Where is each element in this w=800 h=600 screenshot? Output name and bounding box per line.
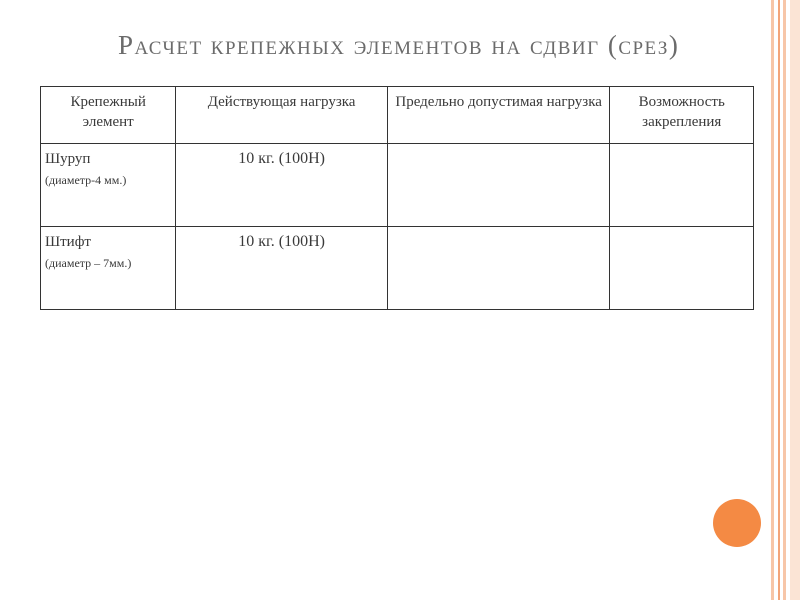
- cell-allowable-load: [387, 144, 610, 227]
- cell-possibility: [610, 144, 754, 227]
- header-allowable-load: Предельно допустимая нагрузка: [387, 87, 610, 144]
- header-fastener: Крепежный элемент: [41, 87, 176, 144]
- stripe: [790, 0, 800, 600]
- cell-acting-load: 10 кг. (100Н): [176, 227, 387, 310]
- fastener-name: Штифт: [45, 234, 91, 250]
- header-acting-load: Действующая нагрузка: [176, 87, 387, 144]
- cell-allowable-load: [387, 227, 610, 310]
- header-possibility: Возможность закрепления: [610, 87, 754, 144]
- stripe: [778, 0, 780, 600]
- cell-fastener: [41, 144, 176, 227]
- table-header-row: [41, 87, 754, 144]
- cell-possibility: [610, 227, 754, 310]
- fastener-spec: (диаметр-4 мм.): [45, 173, 127, 187]
- table-row: [41, 227, 754, 310]
- stripe: [771, 0, 774, 600]
- decorative-circle: [713, 499, 761, 547]
- stripe: [783, 0, 786, 600]
- cell-acting-load: 10 кг. (100Н): [176, 144, 387, 227]
- fastener-spec: (диаметр – 7мм.): [45, 256, 132, 270]
- fastener-name: Шуруп: [45, 151, 91, 167]
- decorative-stripes: [766, 0, 800, 600]
- slide-title: Расчет крепежных элементов на сдвиг (срез): [118, 30, 680, 60]
- cell-fastener: [41, 227, 176, 310]
- table-row: [41, 144, 754, 227]
- fastener-table: [40, 86, 754, 310]
